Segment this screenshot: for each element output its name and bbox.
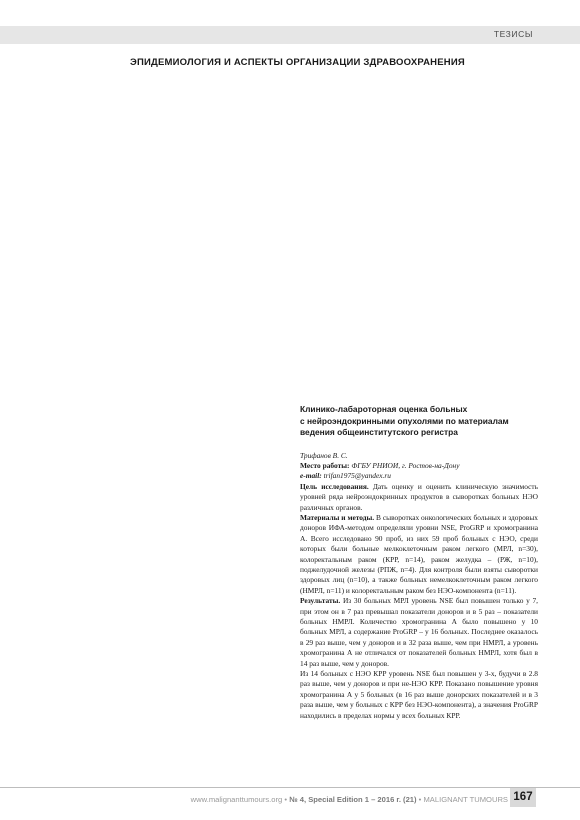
workplace-label: Место работы:	[300, 460, 350, 470]
workplace-value: ФГБУ РНИОИ, г. Ростов-на-Дону	[351, 460, 460, 470]
abstract-title	[300, 404, 538, 439]
header-bar	[0, 26, 580, 44]
email-label: e-mail:	[300, 471, 322, 481]
results-paragraph	[300, 596, 538, 669]
abstract-title-line: Клинико-лабароторная оценка больных	[300, 404, 468, 414]
results-text: Из 30 больных МРЛ уровень NSE был повышен только у 7, при этом он в 7 раз превышал показатели доноров и в 5 раз – показатели больных НМРЛ. Количество хромогранина А было повышено у 10 больных МРЛ, а содержание ProGRP – у 16 больных. Последнее оказалось в 29 раз выше, чем у доноров и в 32 раза выше, чем при НМРЛ, а уровень хромогранина А не отличался от показателей больных НМРЛ, хотя был в 14 раз выше, чем у доноров.	[300, 596, 538, 668]
aim-paragraph	[300, 482, 538, 513]
footer-bullet: •	[418, 795, 422, 804]
author: Трифанов В. С.	[300, 450, 348, 460]
footer-journal: MALIGNANT TUMOURS	[423, 795, 508, 804]
footer-divider	[0, 787, 580, 788]
section-title: ЭПИДЕМИОЛОГИЯ И АСПЕКТЫ ОРГАНИЗАЦИИ ЗДРАВООХРАНЕНИЯ	[130, 57, 465, 68]
abstract	[300, 404, 538, 721]
abstract-title-line: ведения общеинститутского регистра	[300, 427, 458, 437]
email-line	[300, 471, 538, 481]
footer-issue: № 4, Special Edition 1 – 2016 г. (21)	[289, 795, 417, 804]
methods-text: В сыворотках онкологических больных и здоровых доноров ИФА-методом определяли уровни NSE, ProGRP и хромогранина А. Всего исследовано 90 проб, из них 59 проб больных с НЭО, среди которых были больные мелкоклеточным раком легкого (МРЛ, n=30), колоректальным раком (КРР, n=14), раком желудка – (РЖ, n=10), поджелудочной железы (РПЖ, n=4). Для контроля были взяты сыворотки здоровых лиц (n=10), а также больных немелкоклеточным раком легкого (НМРЛ, n=11) и колоректальным раком без НЭО-компонента (n=11).	[300, 512, 538, 595]
footer	[191, 795, 508, 804]
aim-text: Дать оценку и оценить клиническую значимость уровней ряда нейроэндокринных продуктов в сыворотках больных НЭО различных органов.	[300, 481, 538, 512]
footer-bullet: •	[284, 795, 288, 804]
email-link[interactable]: trifan1975@yandex.ru	[323, 471, 391, 481]
methods-label: Материалы и методы.	[300, 512, 375, 522]
workplace-line	[300, 461, 538, 471]
abstract-title-line: с нейроэндокринными опухолями по материалам	[300, 415, 509, 426]
header-section-tag: ТЕЗИСЫ	[493, 29, 533, 39]
aim-label: Цель исследования.	[300, 481, 369, 491]
results-paragraph-2: Из 14 больных с НЭО КРР уровень NSE был повышен у 3-х, будучи в 2.8 раз выше, чем у доноров и при не-НЭО КРР. Показано повышение уровня хромогранина А у 5 больных (в 16 раз выше донорских показателей и в 3 раза выше, чем у больных с КРР без НЭО-компонента), а значения ProGRP находились в пределах нормы у всех больных КРР.	[300, 669, 538, 720]
methods-paragraph	[300, 513, 538, 596]
footer-site-link[interactable]: www.malignanttumours.org	[190, 795, 283, 804]
page-number: 167	[510, 788, 536, 807]
results-label: Результаты.	[300, 596, 341, 606]
